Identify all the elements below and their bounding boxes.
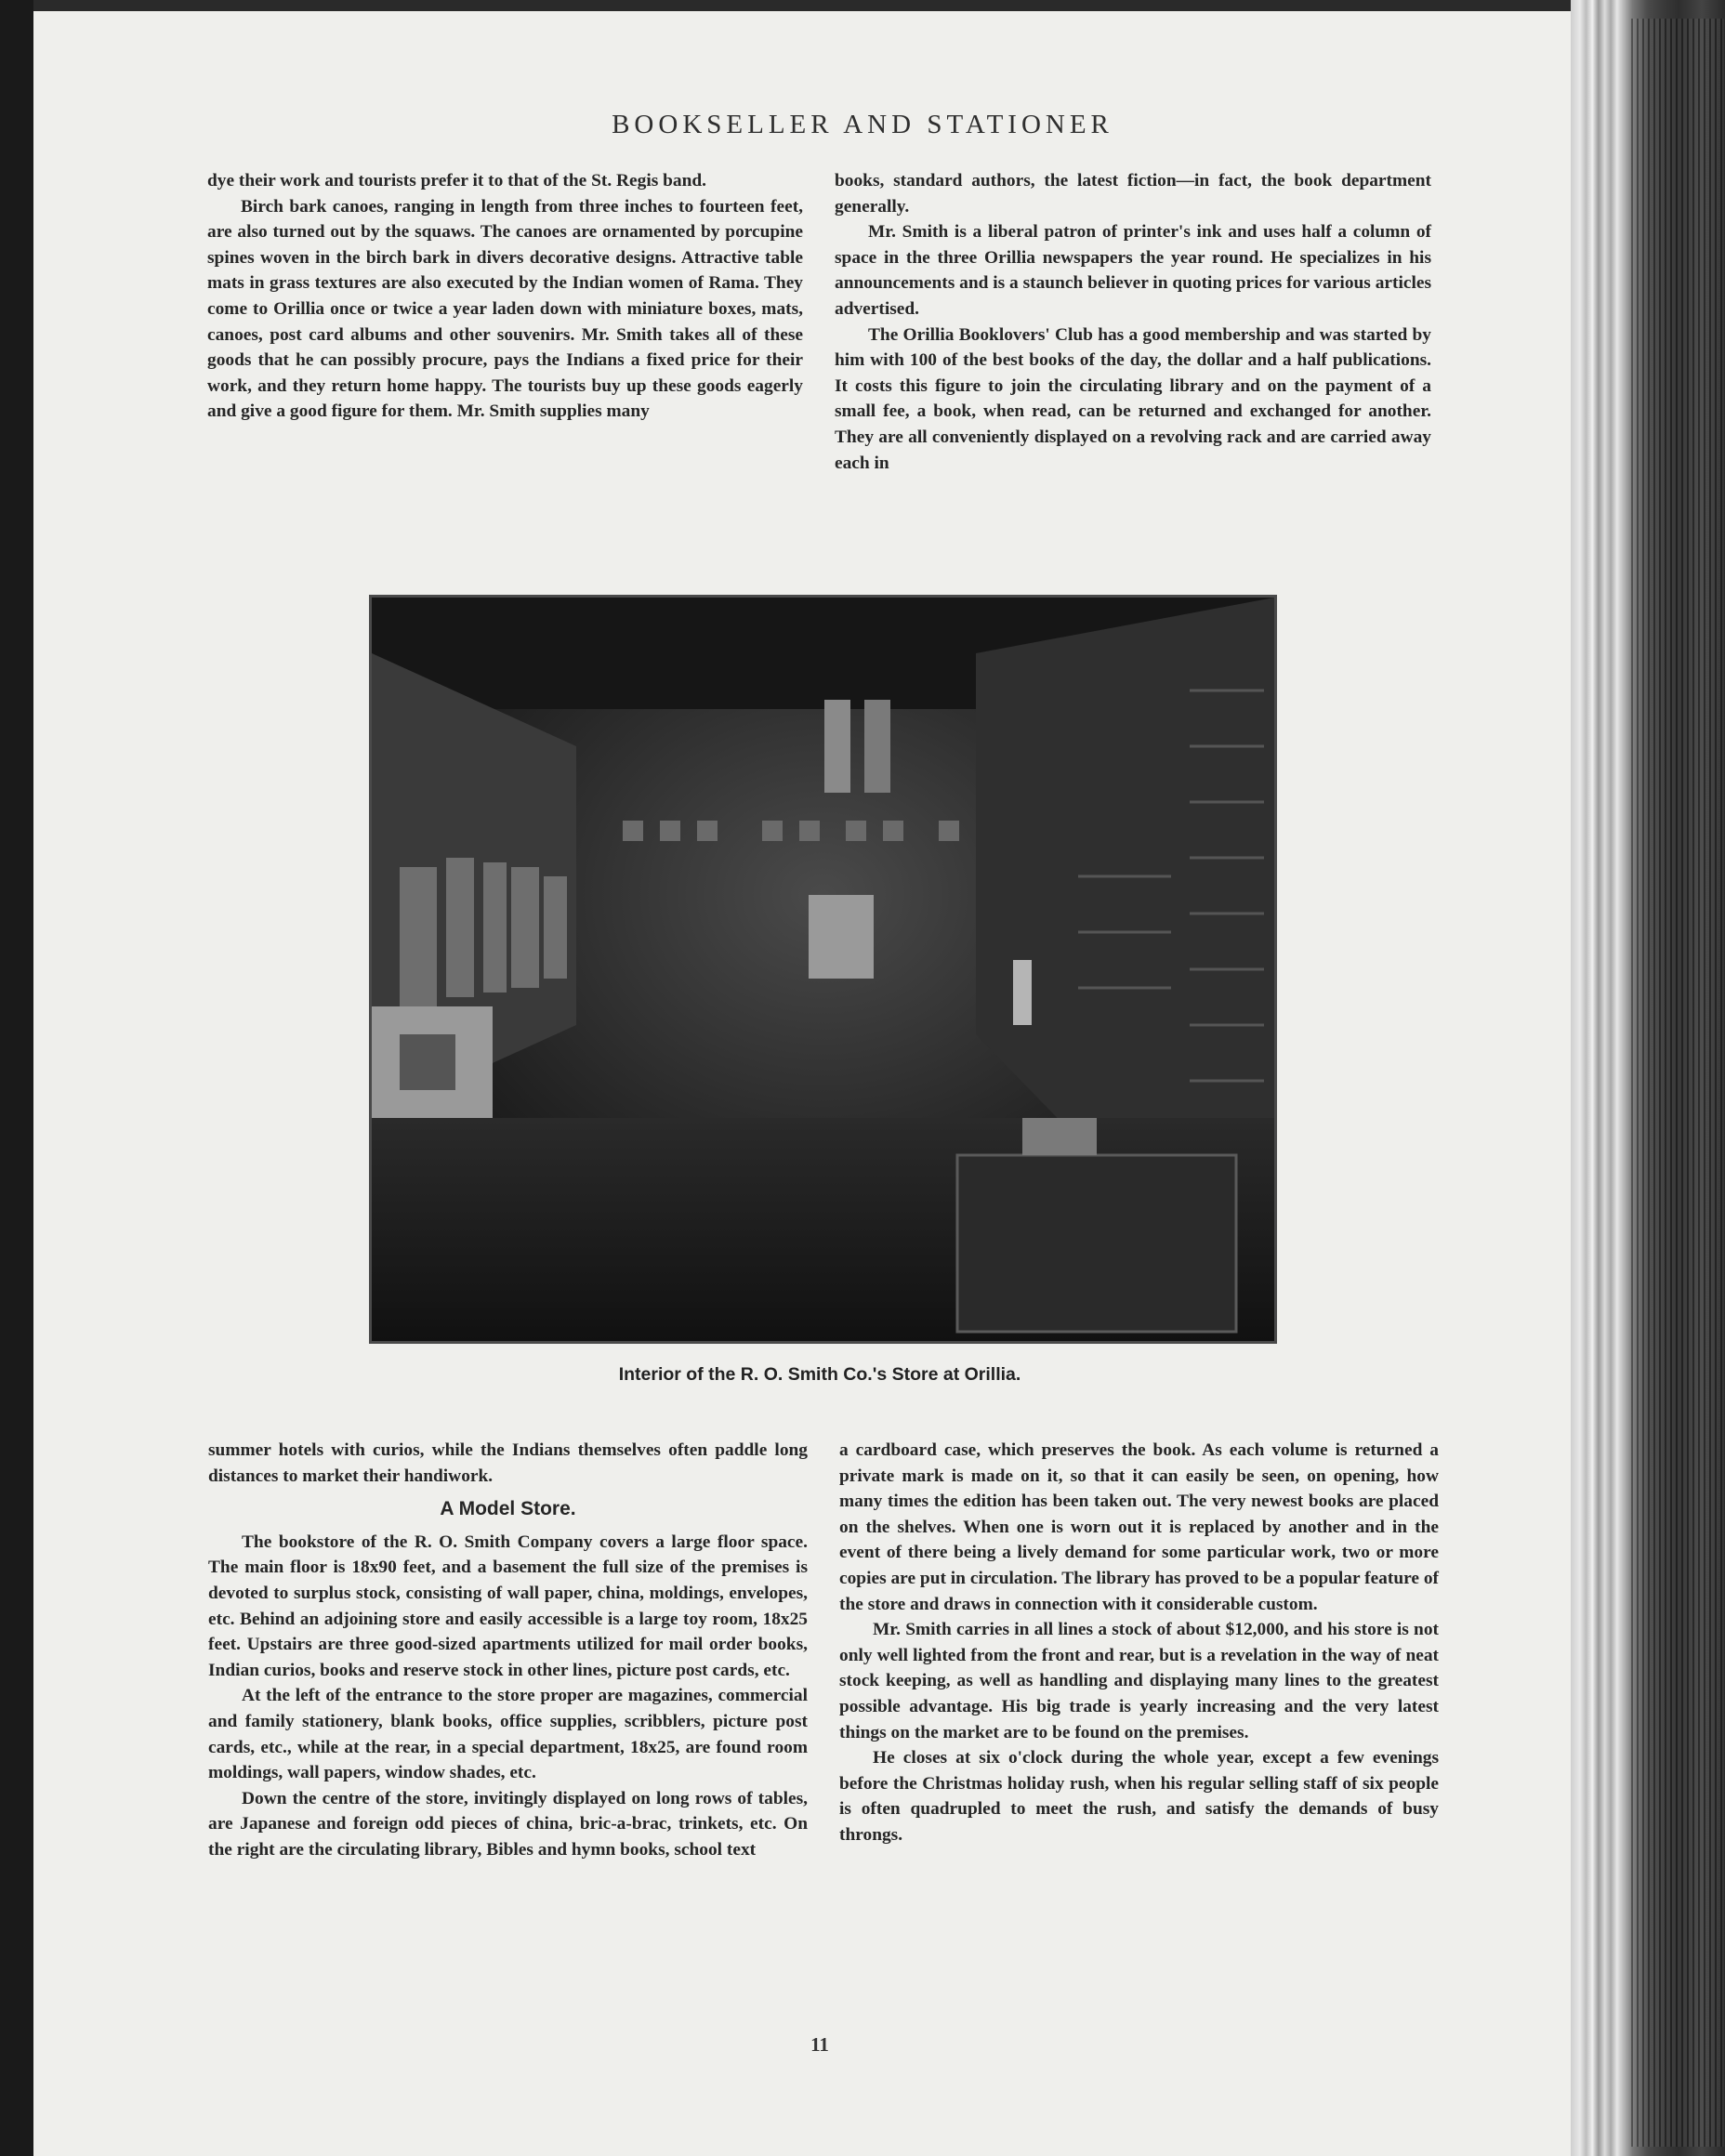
paragraph: summer hotels with curios, while the Indians themselves often paddle long distances to market their handiwork. <box>208 1440 808 1486</box>
paragraph: At the left of the entrance to the store proper are magazines, commercial and family stationery, blank books, office supplies, scribblers, picture post cards, etc., while at the rear, in a special department, 18x25, are found room moldings, wall papers, window shades, etc. <box>208 1686 808 1783</box>
paragraph: He closes at six o'clock during the whole year, except a few evenings before the Christmas holiday rush, when his regular selling staff of six people is often quadrupled to meet the rush, and satisfy the demands of busy throngs. <box>839 1748 1439 1845</box>
column-top-right <box>835 168 1431 476</box>
photo-caption: Interior of the R. O. Smith Co.'s Store at Orillia. <box>618 1364 1021 1385</box>
running-header: BOOKSELLER AND STATIONER <box>612 110 1113 139</box>
paragraph: Mr. Smith is a liberal patron of printer's ink and uses half a column of space in the three Orillia newspapers the year round. He specializes in his announcements and is a staunch believer in quoting prices for various articles advertised. <box>835 222 1431 319</box>
paragraph: The bookstore of the R. O. Smith Company covers a large floor space. The main floor is 18x90 feet, and a basement the full size of the premises is devoted to surplus stock, consisting of wall paper, china, moldings, envelopes, etc. Behind an adjoining store and easily accessible is a large toy room, 18x25 feet. Upstairs are three good-sized apartments utilized for mail order books, Indian curios, books and reserve stock in other lines, picture post cards, etc. <box>208 1532 808 1680</box>
column-bottom-left <box>208 1438 808 1863</box>
page-number: 11 <box>810 2033 829 2056</box>
store-interior-photo <box>369 595 1277 1344</box>
paragraph: Mr. Smith carries in all lines a stock of about $12,000, and his store is not only well lighted from the front and rear, but is a revelation in the way of neat stock keeping, as well as handling and displaying many lines to the greatest possible advantage. His big trade is yearly increasing and the very latest things on the market are to be found on the premises. <box>839 1620 1439 1742</box>
book-edge-stripes <box>1631 19 1724 2147</box>
column-top-left <box>207 168 803 425</box>
paragraph: dye their work and tourists prefer it to that of the St. Regis band. <box>207 171 707 191</box>
paragraph: The Orillia Booklovers' Club has a good membership and was started by him with 100 of the best books of the day, the dollar and a half publications. It costs this figure to join the circulating library and on the payment of a small fee, a book, when read, can be returned and exchanged for another. They are all conveniently displayed on a revolving rack and are carried away each in <box>835 324 1431 473</box>
paragraph: Birch bark canoes, ranging in length from three inches to fourteen feet, are also turned out by the squaws. The canoes are ornamented by porcupine spines woven in the birch bark in divers decorative designs. Attractive table mats in grass textures are also executed by the Indian women of Rama. They come to Orillia once or twice a year laden down with miniature boxes, mats, canoes, post card albums and other souvenirs. Mr. Smith takes all of these goods that he can possibly procure, pays the Indians a fixed price for their work, and they return home happy. The tourists buy up these goods eagerly and give a good figure for them. Mr. Smith supplies many <box>207 196 803 422</box>
scan-left-edge <box>0 0 33 2156</box>
paragraph: Down the centre of the store, invitingly displayed on long rows of tables, are Japanese and foreign odd pieces of china, bric-a-brac, trinkets, etc. On the right are the circulating library, Bibles and hymn books, school text <box>208 1788 808 1860</box>
column-bottom-right <box>839 1438 1439 1848</box>
paragraph: a cardboard case, which preserves the book. As each volume is returned a private mark is made on it, so that it can easily be seen, on opening, how many times the edition has been taken out. The very newest books are placed on the shelves. When one is worn out it is replaced by another and in the event of there being a lively demand for some particular work, two or more copies are put in circulation. The library has proved to be a popular feature of the store and draws in connection with it considerable custom. <box>839 1440 1439 1614</box>
section-heading: A Model Store. <box>440 1498 576 1520</box>
paragraph: books, standard authors, the latest fiction—in fact, the book department generally. <box>835 171 1431 217</box>
